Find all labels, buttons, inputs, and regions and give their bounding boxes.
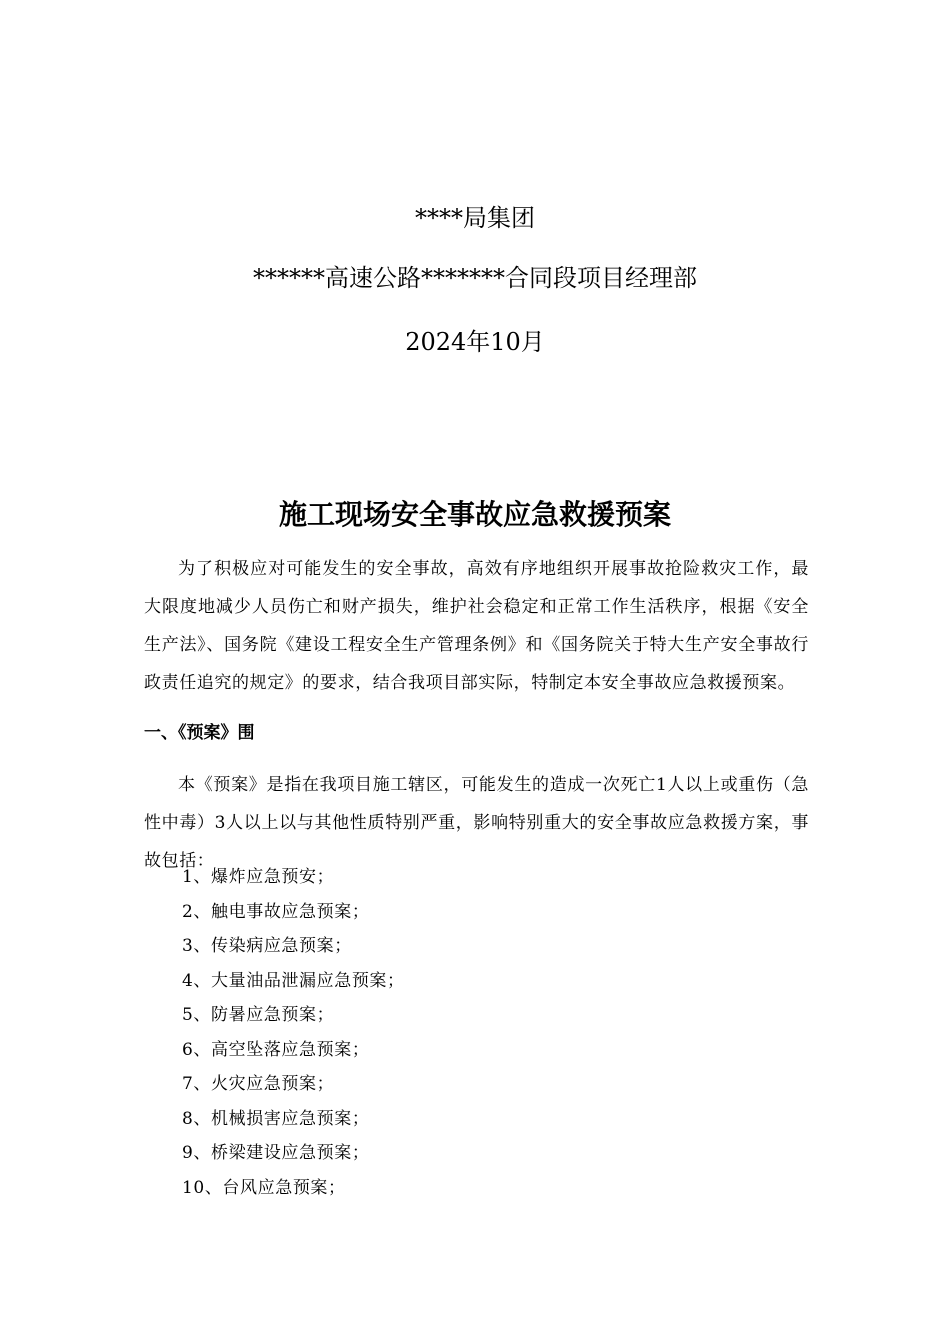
list-item: 6、高空坠落应急预案；	[182, 1039, 370, 1060]
scope-paragraph: 本《预案》是指在我项目施工辖区，可能发生的造成一次死亡1人以上或重伤（急性中毒）3人以上以与其他性质特别严重，影响特别重大的安全事故应急救援方案，事故包括：	[144, 775, 809, 871]
list-item: 1、爆炸应急预安；	[182, 867, 335, 887]
list-item: 10、台风应急预案；	[182, 1177, 346, 1198]
cover-date: 2024年10月	[405, 328, 545, 356]
list-item: 2、触电事故应急预案；	[182, 901, 370, 922]
list-item: 5、防暑应急预案；	[182, 1005, 335, 1025]
accident-type-list	[182, 860, 405, 1205]
cover-department: ******高速公路*******合同段项目经理部	[253, 264, 697, 292]
cover-organization: ****局集团	[415, 204, 535, 232]
list-item: 4、大量油品泄漏应急预案；	[182, 970, 405, 991]
section-heading-scope: 一、《预案》围	[144, 723, 255, 743]
document-title: 施工现场安全事故应急救援预案	[278, 498, 671, 531]
list-item: 9、桥梁建设应急预案；	[182, 1143, 370, 1163]
intro-paragraph: 为了积极应对可能发生的安全事故，高效有序地组织开展事故抢险救灾工作，最大限度地减少人员伤亡和财产损失，维护社会稳定和正常工作生活秩序，根据《安全生产法》、国务院《建设工程安全生产管理条例》和《国务院关于特大生产安全事故行政责任追究的规定》的要求，结合我项目部实际，特制定本安全事故应急救援预案。	[144, 559, 809, 693]
list-item: 3、传染病应急预案；	[182, 936, 352, 956]
list-item: 8、机械损害应急预案；	[182, 1108, 370, 1129]
list-item: 7、火灾应急预案；	[182, 1074, 335, 1094]
